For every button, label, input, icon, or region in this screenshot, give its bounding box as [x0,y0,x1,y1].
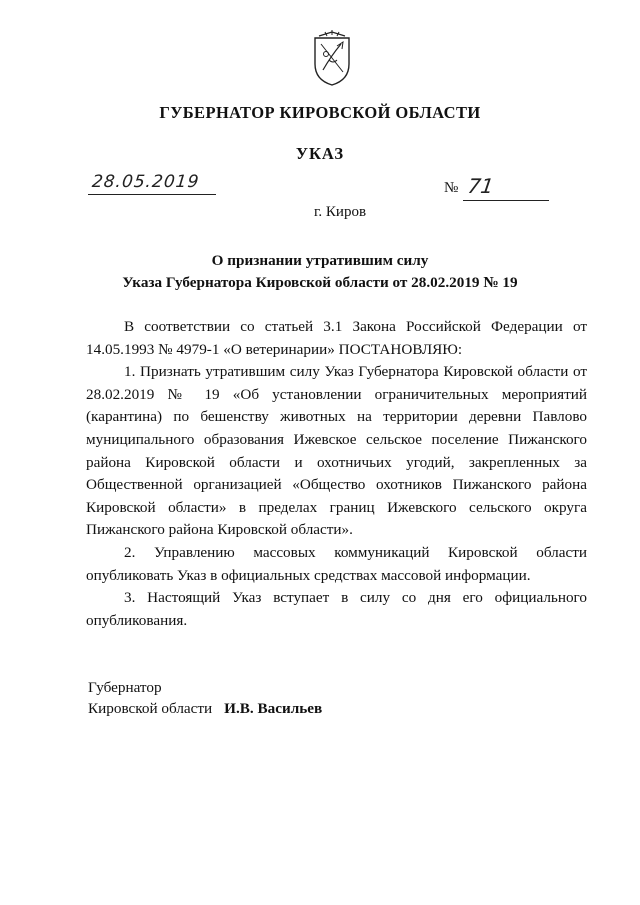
date-underline [88,194,216,195]
number-underline [463,200,549,201]
signatory-position-line-2: Кировской области [88,700,213,717]
document-date: 28.05.2019 [90,172,201,192]
preamble-paragraph: В соответствии со статьей 3.1 Закона Российской Федерации от 14.05.1993 № 4979-1 «О ветеринарии» ПОСТАНОВЛЯЮ: [86,318,587,358]
organization-header: ГУБЕРНАТОР КИРОВСКОЙ ОБЛАСТИ [159,103,481,122]
kirov-coat-of-arms-icon [311,30,353,86]
document-title [0,250,640,294]
clause-2-paragraph: 2. Управлению массовых коммуникаций Кировской области опубликовать Указ в официальных средствах массовой информации. [86,543,587,584]
place-of-issue: г. Киров [313,204,367,220]
document-type: УКАЗ [295,144,345,163]
signatory-position-line-1: Губернатор [88,679,162,696]
title-line-1: О признании утратившим силу [211,252,429,269]
clause-3-paragraph: 3. Настоящий Указ вступает в силу со дня его официального опубликования. [86,589,587,629]
clause-1-paragraph: 1. Признать утратившим силу Указ Губернатора Кировской области от 28.02.2019 № 19 «Об установлении ограничительных мероприятий (карантина) по бешенству животных на территории деревни Павлово муниципального образования Ижевское сельское поселение Пижанского района Кировской области и охотничьих угодий, закрепленных за Общественной организацией «Общество охотников Пижанского района Кировской области» в пределах границ Ижевского сельского округа Пижанского района Кировской области». [86,363,587,539]
document-body [86,316,587,632]
title-line-2: Указа Губернатора Кировской области от 28.02.2019 № 19 [122,274,518,291]
signature-block [88,677,322,719]
signatory-name: И.В. Васильев [224,700,323,717]
document-number: 71 [466,174,496,198]
number-label: № [444,180,459,196]
